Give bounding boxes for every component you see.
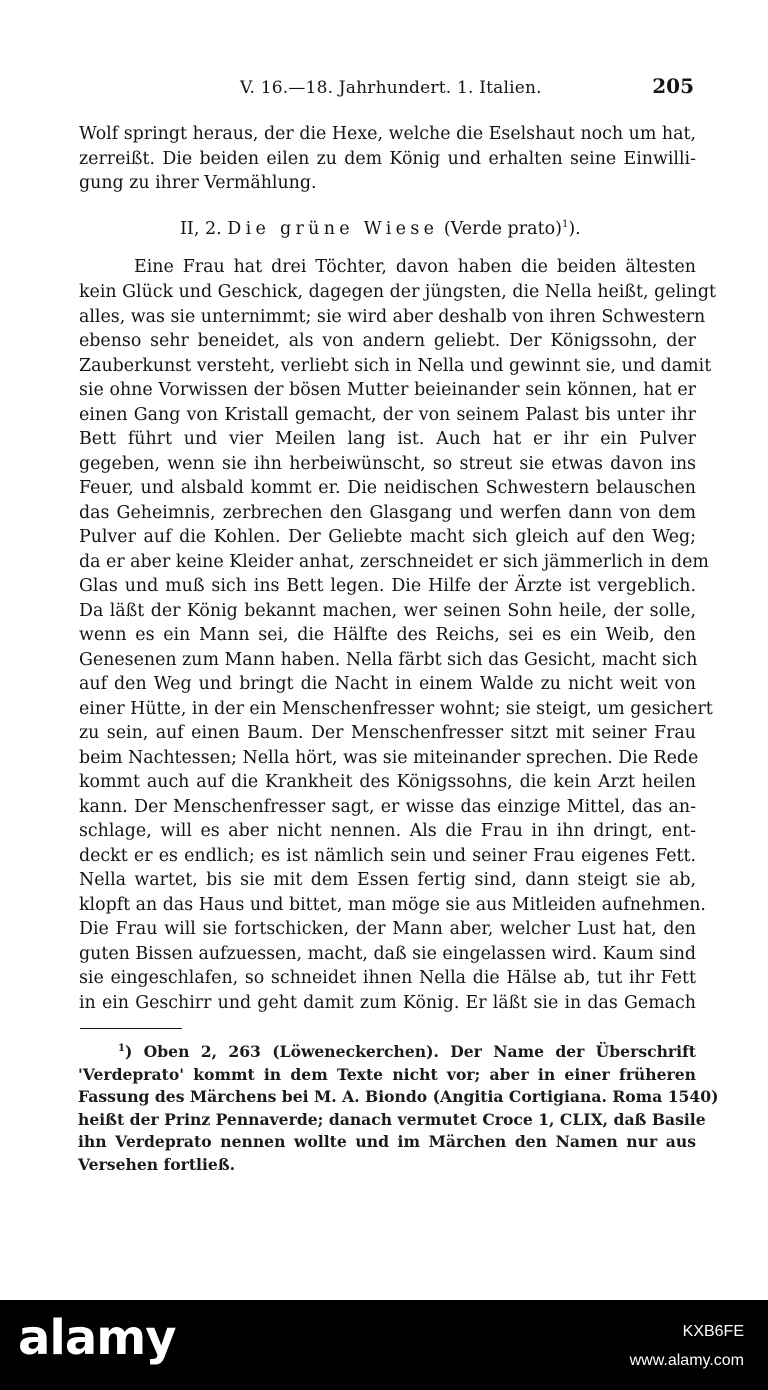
text-line: Pulver auf die Kohlen. Der Geliebte macht sich gleich auf den Weg; (79, 527, 696, 547)
section-number: II, 2. (180, 219, 222, 239)
section-heading-end: ). (568, 219, 581, 239)
footnote-line: heißt der Prinz Pennaverde; danach vermutet Croce 1, CLIX, daß Basile (78, 1109, 706, 1129)
text-line: einen Gang von Kristall gemacht, der von seinem Palast bis unter ihr (79, 404, 696, 425)
paragraph-first-line: Eine Frau hat drei Töchter, davon haben die beiden ältesten (134, 257, 696, 277)
footnote-line: ihn Verdeprato nennen wollte und im Märchen den Namen nur aus (78, 1132, 696, 1151)
footnote-line (118, 1041, 696, 1064)
text-line: Nella wartet, bis sie mit dem Essen fertig sind, dann steigt sie ab, (79, 870, 696, 890)
text-line: alles, was sie unternimmt; sie wird aber deshalb von ihren Schwestern (79, 306, 706, 327)
footnote-line: 'Verdeprato' kommt in dem Texte nicht vor; aber in einer früheren (78, 1064, 696, 1084)
text-line: auf den Weg und bringt die Nacht in einem Walde zu nicht weit von (79, 674, 696, 694)
footnote-divider (80, 1028, 182, 1029)
page-header (80, 72, 696, 104)
text-line: gung zu ihrer Vermählung. (79, 173, 317, 193)
image-code: KXB6FE (682, 1323, 744, 1340)
text-line: schlage, will es aber nicht nennen. Als die Frau in ihn dringt, ent- (79, 821, 696, 841)
text-line: klopft an das Haus und bittet, man möge sie aus Mitleiden aufnehmen. (79, 894, 706, 915)
text-line: sie eingeschlafen, so schneidet ihnen Nella die Hälse ab, tut ihr Fett (79, 968, 696, 988)
footnote-line: Fassung des Märchens bei M. A. Biondo (Angitia Cortigiana. Roma 1540) (78, 1087, 719, 1106)
text-line: kein Glück und Geschick, dagegen der jüngsten, die Nella heißt, gelingt (79, 282, 716, 302)
text-line: beim Nachtessen; Nella hört, was sie miteinander sprechen. Die Rede (79, 747, 699, 768)
text-line: deckt er es endlich; es ist nämlich sein und seiner Frau eigenes Fett. (79, 845, 696, 866)
section-title: Die grüne Wiese (227, 219, 439, 239)
text-line: in ein Geschirr und geht damit zum König. Er läßt sie in das Gemach (79, 992, 696, 1013)
text-line: Zauberkunst versteht, verliebt sich in Nella und gewinnt sie, und damit (79, 355, 712, 376)
text-line: da er aber keine Kleider anhat, zerschneidet er sich jämmerlich in dem (79, 551, 709, 572)
text-line: gegeben, wenn sie ihn herbeiwünscht, so streut sie etwas davon ins (79, 453, 696, 474)
footnote-line: Versehen fortließ. (78, 1154, 236, 1174)
text-line: kommt auch auf die Krankheit des Königssohns, die kein Arzt heilen (79, 772, 696, 792)
text-line: Da läßt der König bekannt machen, wer seinen Sohn heile, der solle, (79, 600, 696, 621)
text-line: einer Hütte, in der ein Menschenfresser wohnt; sie steigt, um gesichert (79, 698, 713, 719)
text-line: guten Bissen aufzuessen, macht, daß sie eingelassen wird. Kaum sind (79, 943, 697, 964)
text-line: wenn es ein Mann sei, die Hälfte des Reichs, sei es ein Weib, den (79, 625, 696, 645)
stock-watermark-banner (0, 1300, 768, 1390)
running-title: V. 16.—18. Jahrhundert. 1. Italien. (240, 78, 542, 98)
text-line: kann. Der Menschenfresser sagt, er wisse das einzige Mittel, das an- (79, 796, 696, 817)
section-heading (180, 219, 581, 239)
alamy-logo: alamy (18, 1310, 176, 1366)
text-line: das Geheimnis, zerbrechen den Glasgang und werfen dann von dem (79, 502, 696, 523)
section-subtitle: (Verde prato) (443, 219, 562, 239)
text-line: Wolf springt heraus, der die Hexe, welche die Eselshaut noch um hat, (79, 124, 696, 144)
text-line: zu sein, auf einen Baum. Der Menschenfresser sitzt mit seiner Frau (79, 723, 696, 743)
text-line: Bett führt und vier Meilen lang ist. Auch hat er ihr ein Pulver (79, 429, 696, 449)
text-line: sie ohne Vorwissen der bösen Mutter beieinander sein können, hat er (79, 380, 696, 400)
text-line: Glas und muß sich ins Bett legen. Die Hilfe der Ärzte ist vergeblich. (79, 576, 696, 596)
page-number: 205 (652, 74, 694, 98)
text-line: ebenso sehr beneidet, als von andern geliebt. Der Königssohn, der (79, 331, 696, 351)
text-line: Feuer, und alsbald kommt er. Die neidischen Schwestern belauschen (79, 478, 696, 498)
footnote-mark: 1 (118, 1042, 125, 1054)
footnote-reference: 1 (561, 219, 569, 231)
footnote-text: ) Oben 2, 263 (Löweneckerchen). Der Name der Überschrift (124, 1042, 696, 1061)
site-url: www.alamy.com (629, 1352, 744, 1369)
text-line: zerreißt. Die beiden eilen zu dem König und erhalten seine Einwilli- (79, 149, 696, 169)
text-line: Die Frau will sie fortschicken, der Mann aber, welcher Lust hat, den (79, 919, 696, 939)
text-line: Genesenen zum Mann haben. Nella färbt sich das Gesicht, macht sich (79, 649, 698, 670)
